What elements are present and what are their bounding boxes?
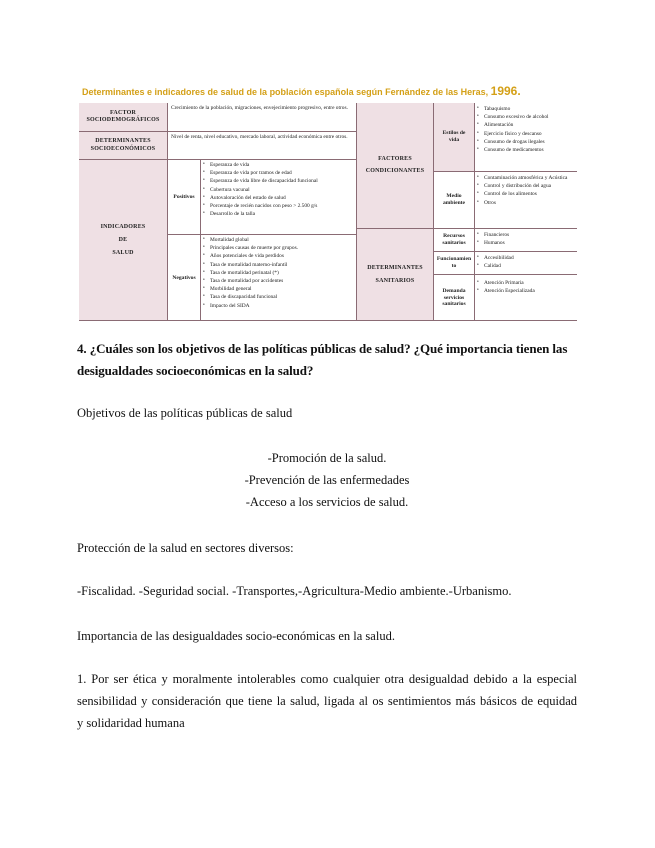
head-sanitarios: DETERMINANTES SANITARIOS <box>357 229 433 321</box>
determinants-table <box>79 103 577 321</box>
objective-item: -Acceso a los servicios de salud. <box>245 495 409 509</box>
list-negativos <box>201 235 356 321</box>
table-list-item: • Años potenciales de vida perdidos <box>210 252 356 260</box>
table-list-item: • Calidad <box>484 262 577 270</box>
list-estilos <box>475 105 577 171</box>
list-funcionamiento <box>475 254 577 274</box>
head-indicadores: INDICADORES DE SALUD <box>79 160 167 321</box>
table-list-item: • Ejercicio físico y descanso <box>484 130 577 138</box>
table-list-item: • Principales causas de muerte por grupos. <box>210 244 356 252</box>
table-list-item: • Impacto del SIDA <box>210 302 356 310</box>
table-list-item: • Humanos <box>484 239 577 247</box>
table-list-item: • Consumo de drogas ilegales <box>484 138 577 146</box>
text-sociodemograficos: Crecimiento de la población, migraciones, envejecimiento progresivo, entre otros. <box>171 105 348 111</box>
head-factores: FACTORES CONDICIONANTES <box>357 103 433 228</box>
table-list-item: • Atención Primaria <box>484 279 577 287</box>
head-sociodemograficos: FACTOR SOCIODEMOGRÁFICOS <box>79 103 167 131</box>
table-list-item: • Esperanza de vida libre de discapacidad funcional <box>210 177 356 185</box>
table-list-item: • Consumo excesivo de alcohol <box>484 113 577 121</box>
label-demanda: Demanda servicios sanitarios <box>442 287 466 308</box>
label-estilos: Estilos de vida <box>434 103 474 171</box>
table-list-item: • Tasa de mortalidad materno-infantil <box>210 261 356 269</box>
table-list-item: • Morbilidad general <box>210 285 356 293</box>
table-list-item: • Mortalidad global <box>210 236 356 244</box>
table-list-item: • Porcentaje de recién nacidos con peso > 2.500 g/s <box>210 202 356 210</box>
table-list-item: • Cobertura vacunal <box>210 186 356 194</box>
table-list-item: • Alimentación <box>484 121 577 129</box>
table-list-item: • Tabaquismo <box>484 105 577 113</box>
table-list-item: • Control y distribución del agua <box>484 182 577 190</box>
objective-item: -Prevención de las enfermedades <box>244 473 410 487</box>
table-list-item: • Tasa de mortalidad por accidentes <box>210 277 356 285</box>
text-socioeconomicos: Nivel de renta, nivel educativo, mercado laboral, actividad económica entre otros. <box>171 134 348 140</box>
list-demanda <box>475 279 577 319</box>
label-medio: Medio ambiente <box>442 193 466 206</box>
table-list-item: • Control de los alimentos <box>484 190 577 198</box>
label-negativos: Negativos <box>172 274 196 281</box>
label-positivos: Positivos <box>173 193 195 200</box>
objective-item: -Promoción de la salud. <box>267 451 387 465</box>
table-list-item: • Autovaloración del estado de salud <box>210 194 356 202</box>
table-list-item: • Esperanza de vida por tramos de edad <box>210 169 356 177</box>
figure-title: Determinantes e indicadores de salud de la población española según Fernández de las Heras, 1996. <box>82 84 521 98</box>
table-list-item: • Esperanza de vida <box>210 161 356 169</box>
table-list-item: • Accesibilidad <box>484 254 577 262</box>
importance-heading: Importancia de las desigualdades socio-económicas en la salud. <box>77 629 395 643</box>
label-recursos: Recursos sanitarios <box>442 233 466 246</box>
question-heading: 4. ¿Cuáles son los objetivos de las políticas públicas de salud? ¿Qué importancia tienen las desigualdades socioeconómicas en la salud? <box>77 341 568 378</box>
table-list-item: • Desarrollo de la talla <box>210 210 356 218</box>
objectives-heading: Objetivos de las políticas públicas de salud <box>77 406 293 420</box>
table-list-item: • Consumo de medicamentos <box>484 146 577 154</box>
table-list-item: • Contaminación atmosférica y Acústica <box>484 174 577 182</box>
table-list-item: • Atención Especializada <box>484 287 577 295</box>
list-recursos <box>475 231 577 251</box>
table-list-item: • Tasa de discapacidad funcional <box>210 293 356 301</box>
table-list-item: • Financieros <box>484 231 577 239</box>
list-positivos <box>201 160 356 234</box>
point-1: 1. Por ser ética y moralmente intolerables como cualquier otra desigualdad debido a la especial sensibilidad y consideración que tiene la salud, ligada al os sentimientos más básicos de equidad y solidaridad humana <box>77 672 577 730</box>
table-list-item: • Otros <box>484 199 577 207</box>
protection-heading: Protección de la salud en sectores diversos: <box>77 541 294 555</box>
list-medio <box>475 174 577 228</box>
head-socioeconomicos: DETERMINANTES SOCIOECONÓMICOS <box>79 132 167 159</box>
label-funcionamiento: Funcionamiento <box>436 256 472 269</box>
sectors-list: -Fiscalidad. -Seguridad social. -Transportes,-Agricultura-Medio ambiente.-Urbanismo. <box>77 584 512 598</box>
table-list-item: • Tasa de mortalidad perinatal (*) <box>210 269 356 277</box>
